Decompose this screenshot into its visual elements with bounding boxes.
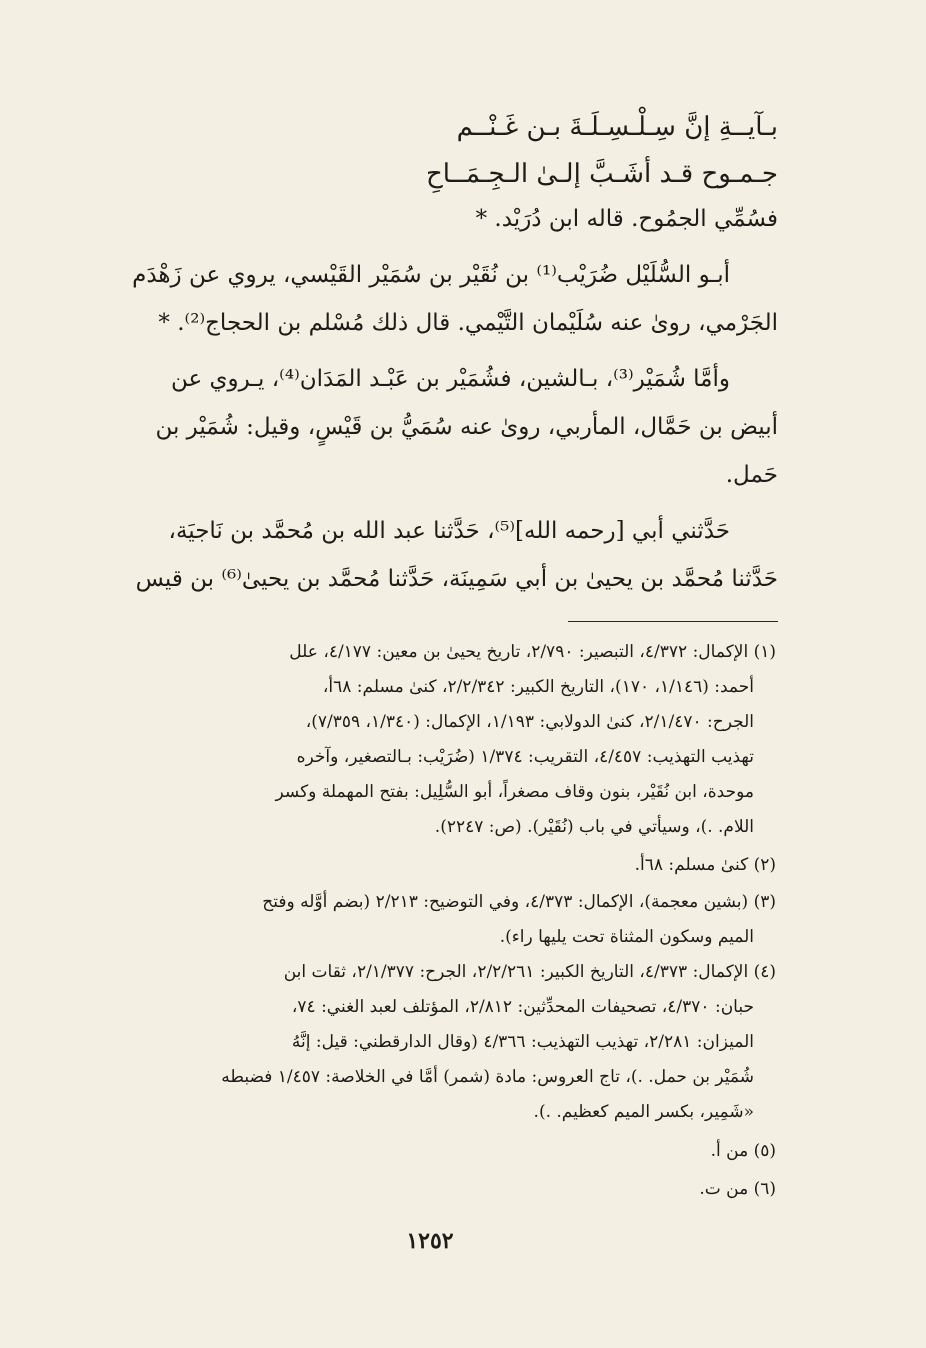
verse-line-2: جـمـوح قـد أشَـبَّ إلـىٰ الـجِـمَــاحِ [425,159,778,189]
main-text-line: الجَرْمي، روىٰ عنه سُلَيْمان التَّيْمي. قال ذلك مُسْلم بن الحجاج⁽²⁾. * [158,310,778,336]
footnote-divider [568,621,778,622]
main-text-line: فسُمِّي الجمُوح. قاله ابن دُرَيْد. * [475,206,778,232]
footnote-line: (٤) الإكمال: ٤/٣٧٣، التاريخ الكبير: ٢/٢/٢٦١، الجرح: ٢/١/٣٧٧، ثقات ابن [283,962,776,982]
footnote-line: اللام. .)، وسيأتي في باب (نُقَيْر). (ص: ٢٢٤٧). [434,817,754,837]
footnote-line: حبان: ٤/٣٧٠، تصحيفات المحدِّثين: ٢/٨١٢، المؤتلف لعبد الغني: ٧٤، [291,997,754,1017]
main-text-line: حَمل. [725,462,778,488]
main-text-line: حَدَّثنا مُحمَّد بن يحيىٰ بن أبي سَمِينَة، حَدَّثنا مُحمَّد بن يحيىٰ⁽⁶⁾ بن قيس [135,566,778,592]
footnote-line: الجرح: ٢/١/٤٧٠، كنىٰ الدولابي: ١/١٩٣، الإكمال: (١/٣٤٠، ٧/٣٥٩)، [305,712,754,732]
footnote-line: شُمَيْر بن حمل. .)، تاج العروس: مادة (شمر) أمَّا في الخلاصة: ١/٤٥٧ فضبطه [221,1067,754,1087]
footnote-line: (٣) (بشين معجمة)، الإكمال: ٤/٣٧٣، وفي التوضيح: ٢/٢١٣ (بضم أوَّله وفتح [262,892,776,912]
footnote-line: (٦) من ت. [699,1179,776,1199]
main-text-line: أبيض بن حَمَّال، المأربي، روىٰ عنه سُمَيُّ بن قَيْسٍ، وقيل: شُمَيْر بن [155,414,778,440]
footnote-line: تهذيب التهذيب: ٤/٤٥٧، التقريب: ١/٣٧٤ (ضُرَيْب: بـالتصغير، وآخره [296,747,754,767]
footnote-line: (٢) كنىٰ مسلم: ٦٨أ. [634,855,776,875]
footnote-line: موحدة، ابن نُقَيْر، بنون وقاف مصغراً، أبو السُّلِيل: بفتح المهملة وكسر [275,782,754,802]
main-text-line: وأمَّا شُمَيْر⁽³⁾، بـالشين، فشُمَيْر بن عَبْـد المَدَان⁽⁴⁾، يـروي عن [170,366,730,392]
main-text-line: أبـو السُّلَيْل ضُرَيْب⁽¹⁾ بن نُقَيْر بن سُمَيْر القَيْسي، يروي عن زَهْدَم [132,262,730,288]
footnote-line: الميم وسكون المثناة تحت يليها راء). [499,927,754,947]
footnote-line: «شَمِير، بكسر الميم كعظيم. .). [533,1102,754,1122]
footnote-line: (٥) من أ. [710,1141,776,1161]
footnote-line: (١) الإكمال: ٤/٣٧٢، التبصير: ٢/٧٩٠، تاريخ يحيىٰ بن معين: ٤/١٧٧، علل [289,642,776,662]
footnote-line: الميزان: ٢/٢٨١، تهذيب التهذيب: ٤/٣٦٦ (وقال الدارقطني: قيل: إنَّهُ [291,1032,754,1052]
main-text-line: حَدَّثني أبي [رحمه الله]⁽⁵⁾، حَدَّثنا عبد الله بن مُحمَّد بن نَاجيَة، [168,518,730,544]
page-number: ١٢٥٢ [406,1228,454,1254]
verse-line-1: بـآيــةِ إنَّ سِـلْـسِـلَـةَ بـن غَـنْــم [456,112,778,142]
footnote-line: أحمد: (١/١٤٦، ١٧٠)، التاريخ الكبير: ٢/٢/٣٤٢، كنىٰ مسلم: ٦٨أ، [322,677,754,697]
